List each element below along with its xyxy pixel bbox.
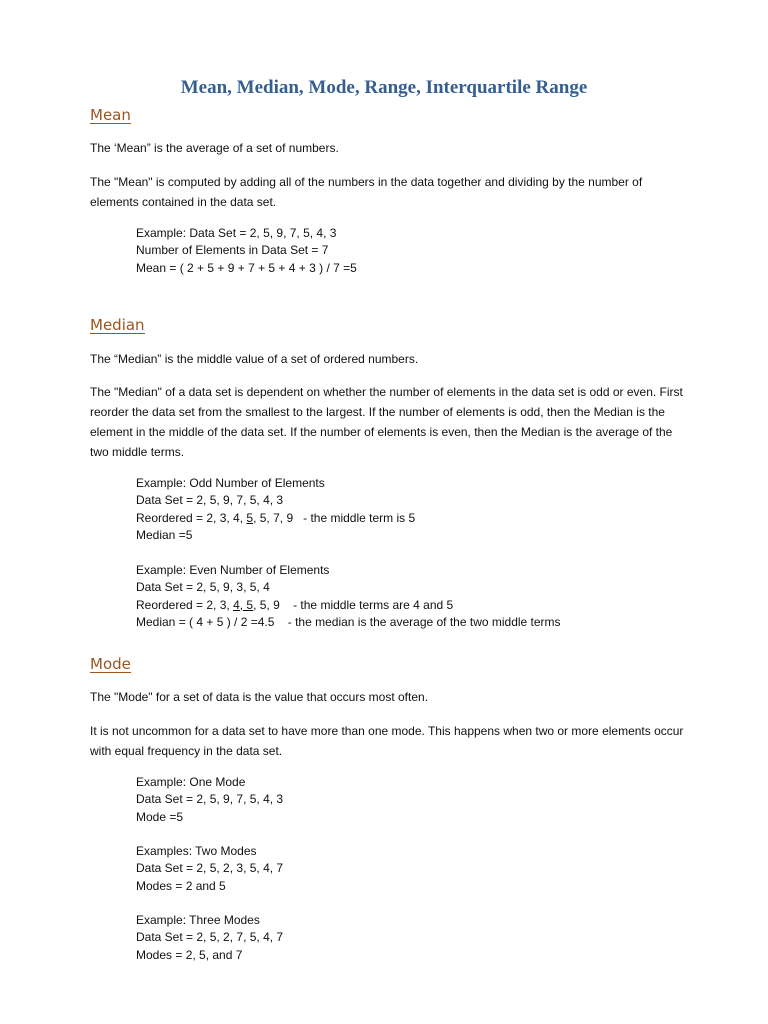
mean-example-line: Example: Data Set = 2, 5, 9, 7, 5, 4, 3 — [136, 226, 337, 240]
mean-definition: The ‘Mean” is the average of a set of numbers. — [90, 141, 339, 155]
mode-example-line: Modes = 2, 5, and 7 — [136, 947, 243, 962]
mode-example-line: Example: One Mode — [136, 775, 246, 789]
mode-three-example — [136, 912, 696, 964]
mean-example-line: Number of Elements in Data Set = 7 — [136, 243, 329, 258]
median-example-line: Data Set = 2, 5, 9, 3, 5, 4 — [136, 580, 270, 595]
mode-definition: The "Mode" for a set of data is the value that occurs most often. — [90, 690, 429, 704]
mode-example-line: Example: Three Modes — [136, 913, 260, 927]
median-explanation: The "Median" of a data set is dependent on whether the number of elements in the data set is odd or even. First reorder the data set from the smallest to the largest. If the number of elements is odd, then the Median is the element in the middle of the data set. If the number of elements is even, then the Median is the average of the two middle terms. — [90, 385, 683, 459]
mode-example-line: Data Set = 2, 5, 9, 7, 5, 4, 3 — [136, 792, 284, 807]
median-example-line: Example: Even Number of Elements — [136, 563, 330, 577]
median-heading: Median — [90, 316, 145, 334]
mean-example-line: Mean = ( 2 + 5 + 9 + 7 + 5 + 4 + 3 ) / 7 =5 — [136, 260, 357, 275]
median-example-line: Median = ( 4 + 5 ) / 2 =4.5 - the median is the average of the two middle terms — [136, 614, 561, 629]
mode-one-example — [136, 774, 696, 826]
mean-example — [136, 225, 696, 277]
median-example-line: Example: Odd Number of Elements — [136, 476, 325, 490]
mode-explanation: It is not uncommon for a data set to have more than one mode. This happens when two or more elements occur with equal frequency in the data set. — [90, 724, 684, 758]
page-title: Mean, Median, Mode, Range, Interquartile Range — [180, 77, 588, 98]
reordered-suffix: , 5, 9 - the middle terms are 4 and 5 — [253, 597, 454, 612]
mode-example-line: Data Set = 2, 5, 2, 7, 5, 4, 7 — [136, 930, 284, 945]
median-even-example — [136, 562, 696, 631]
mean-explanation: The "Mean" is computed by adding all of the numbers in the data together and dividing by the number of elements contained in the data set. — [90, 175, 643, 209]
middle-terms-underlined: 4, 5 — [233, 597, 254, 612]
mode-example-line: Examples: Two Modes — [136, 844, 257, 858]
median-example-line — [136, 597, 696, 614]
mode-example-line: Modes = 2 and 5 — [136, 878, 226, 893]
mode-example-line: Data Set = 2, 5, 2, 3, 5, 4, 7 — [136, 861, 284, 876]
reordered-suffix: , 5, 7, 9 - the middle term is 5 — [253, 510, 416, 525]
median-example-line: Data Set = 2, 5, 9, 7, 5, 4, 3 — [136, 493, 284, 508]
mode-example-line: Mode =5 — [136, 809, 184, 824]
mean-heading: Mean — [90, 106, 131, 124]
median-example-line — [136, 510, 696, 527]
reordered-prefix: Reordered = 2, 3, — [136, 597, 234, 612]
mode-two-example — [136, 843, 696, 895]
mode-heading: Mode — [90, 655, 131, 673]
median-definition: The “Median” is the middle value of a set of ordered numbers. — [90, 352, 419, 366]
median-odd-example — [136, 475, 696, 544]
middle-term-underlined: 5 — [246, 510, 254, 525]
median-example-line: Median =5 — [136, 527, 193, 542]
reordered-prefix: Reordered = 2, 3, 4, — [136, 510, 247, 525]
